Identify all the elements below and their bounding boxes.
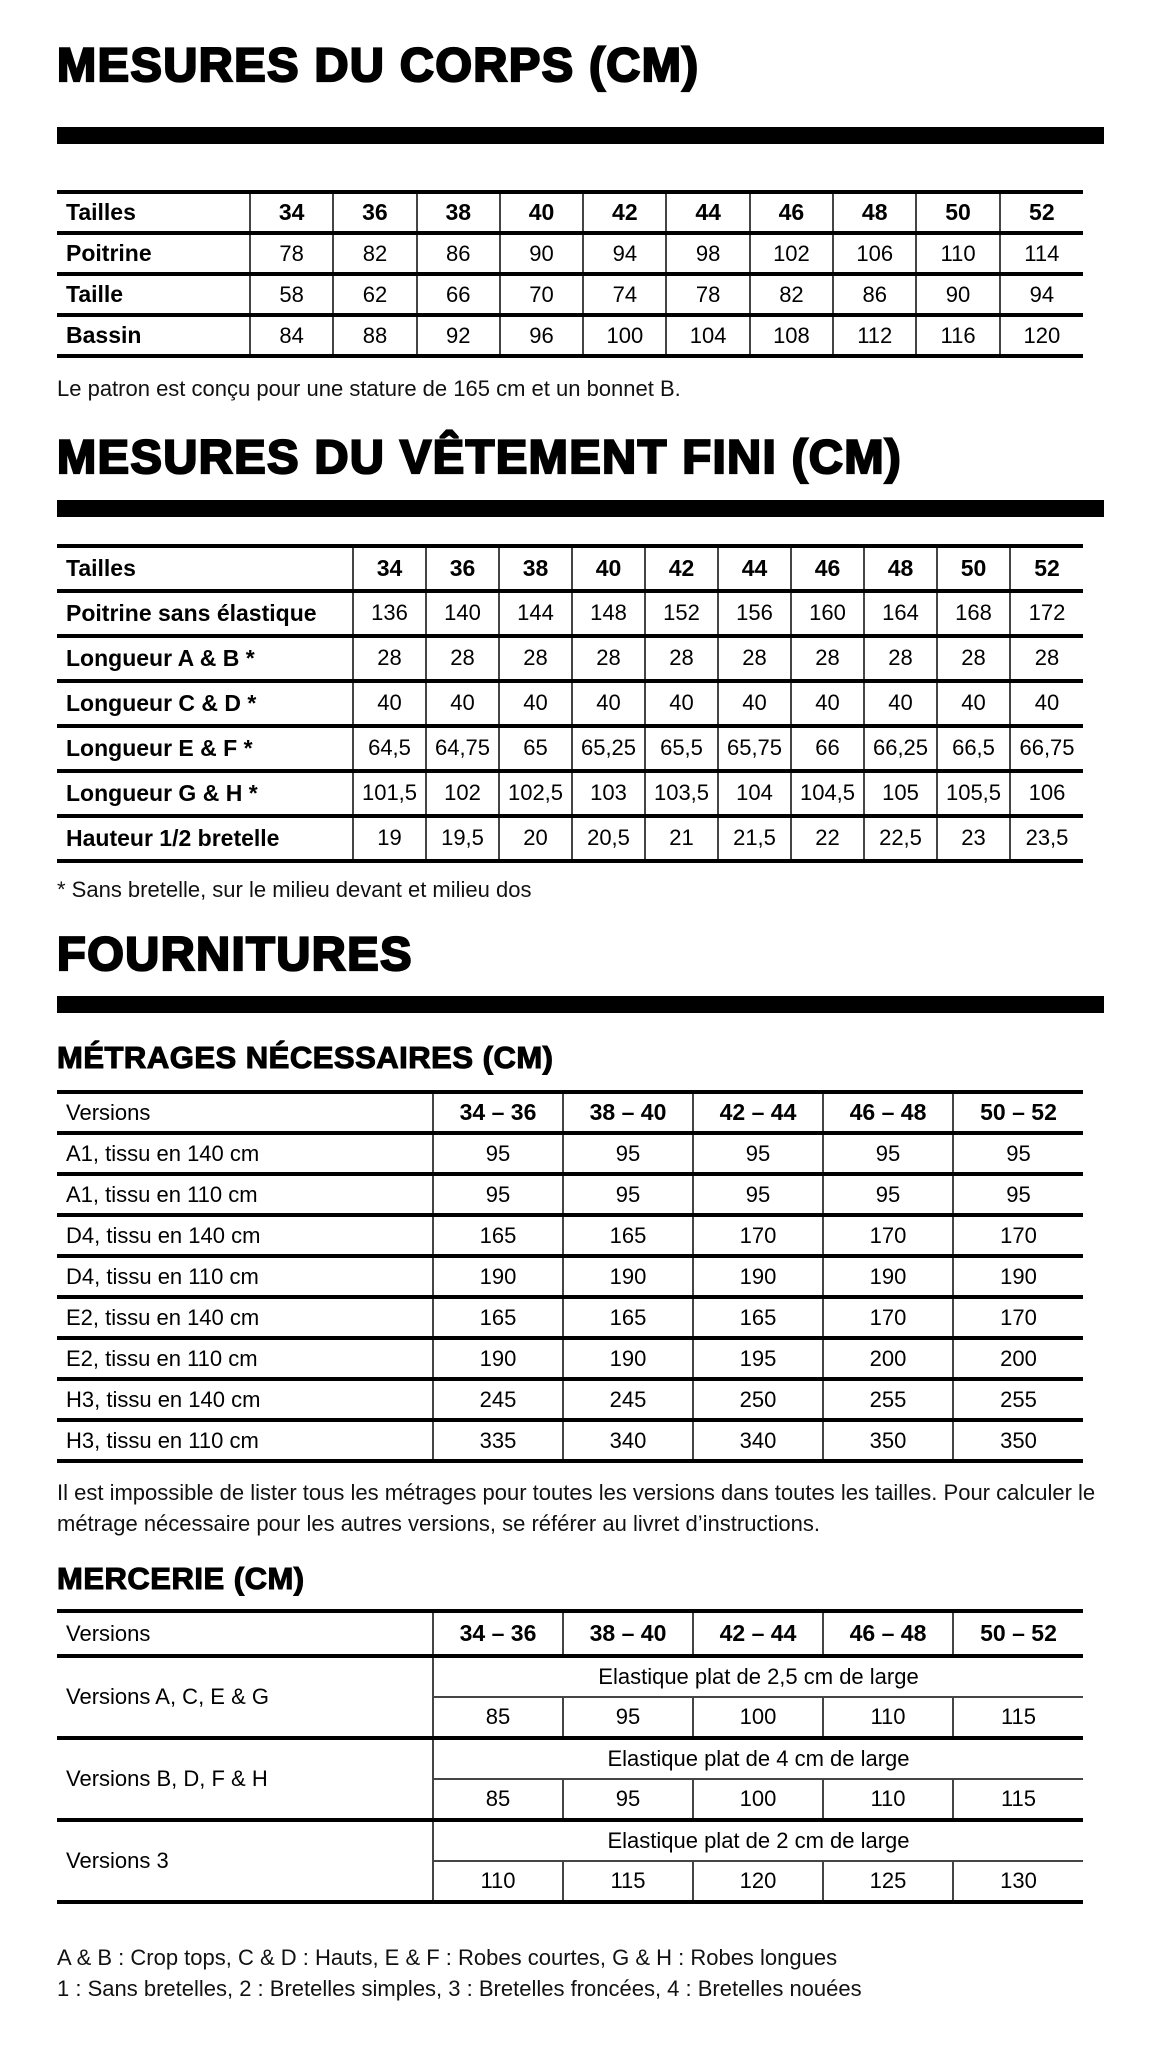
divider-bar (57, 996, 1104, 1013)
table-cell: 40 (499, 681, 572, 726)
table-cell: 172 (1010, 591, 1083, 636)
table-cell: 23 (937, 816, 1010, 861)
table-cell: 165 (563, 1215, 693, 1256)
table-cell: 190 (433, 1338, 563, 1379)
table-cell: 168 (937, 591, 1010, 636)
table-cell: 66 (791, 726, 864, 771)
size-range-header: 34 – 36 (433, 1611, 563, 1656)
size-range-header: 42 – 44 (693, 1611, 823, 1656)
table-cell: 335 (433, 1420, 563, 1461)
table-cell: 66,5 (937, 726, 1010, 771)
notions-table (57, 1609, 1083, 1904)
table-cell: 28 (718, 636, 791, 681)
table-cell: 28 (864, 636, 937, 681)
size-col-header: 44 (666, 192, 749, 233)
table-cell: 110 (433, 1861, 563, 1902)
row-label: D4, tissu en 110 cm (57, 1256, 433, 1297)
table-cell: 100 (583, 315, 666, 356)
table-cell: 82 (750, 274, 833, 315)
yardage-table (57, 1090, 1083, 1463)
table-cell: 103 (572, 771, 645, 816)
row-label: Longueur G & H * (57, 771, 353, 816)
table-cell: 66,75 (1010, 726, 1083, 771)
size-col-header: 46 (750, 192, 833, 233)
size-col-header: 48 (833, 192, 916, 233)
table-cell: 22 (791, 816, 864, 861)
table-cell: 120 (1000, 315, 1083, 356)
table-cell: 40 (791, 681, 864, 726)
table-cell: 102 (750, 233, 833, 274)
table-cell: 102 (426, 771, 499, 816)
table-cell: 95 (433, 1174, 563, 1215)
table-cell: 148 (572, 591, 645, 636)
table-cell: 250 (693, 1379, 823, 1420)
size-col-header: 48 (864, 546, 937, 591)
stature-note: Le patron est conçu pour une stature de 165 cm et un bonnet B. (57, 376, 681, 402)
table-cell: 170 (693, 1215, 823, 1256)
table-cell: 19,5 (426, 816, 499, 861)
corner-header: Versions (57, 1092, 433, 1133)
table-cell: 85 (433, 1779, 563, 1820)
yardage-note: Il est impossible de lister tous les métrages pour toutes les versions dans toutes les tailles. Pour calculer le métrage nécessaire pour les autres versions, se référer au livret d’instructions. (57, 1480, 1096, 1537)
table-cell: 114 (1000, 233, 1083, 274)
corner-header: Tailles (57, 546, 353, 591)
table-cell: 190 (433, 1256, 563, 1297)
size-range-header: 34 – 36 (433, 1092, 563, 1133)
table-cell: 21 (645, 816, 718, 861)
table-cell: 70 (500, 274, 583, 315)
table-cell: 164 (864, 591, 937, 636)
table-cell: 64,5 (353, 726, 426, 771)
table-cell: 350 (823, 1420, 953, 1461)
table-cell: 95 (563, 1697, 693, 1738)
table-cell: 195 (693, 1338, 823, 1379)
table-cell: 102,5 (499, 771, 572, 816)
table-cell: 165 (433, 1215, 563, 1256)
table-cell: 86 (417, 233, 500, 274)
size-col-header: 34 (353, 546, 426, 591)
table-cell: 95 (953, 1174, 1083, 1215)
size-col-header: 44 (718, 546, 791, 591)
row-label: Poitrine (57, 233, 250, 274)
table-cell: 100 (693, 1779, 823, 1820)
size-col-header: 42 (645, 546, 718, 591)
table-cell: 90 (916, 274, 999, 315)
table-cell: 65,75 (718, 726, 791, 771)
table-cell: 115 (953, 1779, 1083, 1820)
table-cell: 170 (953, 1297, 1083, 1338)
table-cell: 64,75 (426, 726, 499, 771)
table-cell: 82 (333, 233, 416, 274)
size-col-header: 40 (500, 192, 583, 233)
row-label: H3, tissu en 140 cm (57, 1379, 433, 1420)
row-label: D4, tissu en 140 cm (57, 1215, 433, 1256)
table-cell: 95 (693, 1174, 823, 1215)
divider-bar (57, 500, 1104, 517)
row-label: A1, tissu en 140 cm (57, 1133, 433, 1174)
table-cell: 104 (718, 771, 791, 816)
table-cell: 65,5 (645, 726, 718, 771)
table-cell: 112 (833, 315, 916, 356)
table-cell: 95 (823, 1174, 953, 1215)
table-cell: 245 (433, 1379, 563, 1420)
table-row (57, 591, 1083, 636)
table-cell: 115 (953, 1697, 1083, 1738)
elastic-spec: Elastique plat de 2,5 cm de large (433, 1656, 1083, 1697)
size-col-header: 40 (572, 546, 645, 591)
table-cell: 98 (666, 233, 749, 274)
table-cell: 103,5 (645, 771, 718, 816)
table-row (57, 816, 1083, 861)
table-cell: 95 (433, 1133, 563, 1174)
table-cell: 95 (953, 1133, 1083, 1174)
size-range-header: 50 – 52 (953, 1092, 1083, 1133)
table-row (57, 1297, 1083, 1338)
size-range-header: 46 – 48 (823, 1092, 953, 1133)
table-cell: 255 (823, 1379, 953, 1420)
table-cell: 20,5 (572, 816, 645, 861)
finished-garment-table (57, 544, 1083, 863)
row-label: Longueur C & D * (57, 681, 353, 726)
table-cell: 96 (500, 315, 583, 356)
table-cell: 40 (864, 681, 937, 726)
table-cell: 104 (666, 315, 749, 356)
table-cell: 95 (823, 1133, 953, 1174)
table-cell: 340 (693, 1420, 823, 1461)
table-row (57, 274, 1083, 315)
table-cell: 94 (1000, 274, 1083, 315)
table-cell: 65,25 (572, 726, 645, 771)
table-cell: 19 (353, 816, 426, 861)
table-header-row (57, 192, 1083, 233)
table-cell: 40 (937, 681, 1010, 726)
elastic-spec: Elastique plat de 2 cm de large (433, 1820, 1083, 1861)
table-cell: 28 (572, 636, 645, 681)
table-cell: 40 (1010, 681, 1083, 726)
table-cell: 255 (953, 1379, 1083, 1420)
table-cell: 40 (572, 681, 645, 726)
table-cell: 160 (791, 591, 864, 636)
subheading-notions: MERCERIE (CM) (57, 1561, 305, 1597)
table-cell: 40 (718, 681, 791, 726)
group-label: Versions A, C, E & G (57, 1656, 433, 1738)
table-cell: 170 (823, 1215, 953, 1256)
table-cell: 106 (833, 233, 916, 274)
size-range-header: 38 – 40 (563, 1092, 693, 1133)
body-measurements-table (57, 190, 1083, 358)
table-cell: 350 (953, 1420, 1083, 1461)
size-col-header: 42 (583, 192, 666, 233)
table-cell: 190 (823, 1256, 953, 1297)
table-cell: 28 (426, 636, 499, 681)
size-col-header: 38 (417, 192, 500, 233)
table-cell: 95 (693, 1133, 823, 1174)
row-label: Taille (57, 274, 250, 315)
row-label: E2, tissu en 140 cm (57, 1297, 433, 1338)
elastic-spec: Elastique plat de 4 cm de large (433, 1738, 1083, 1779)
table-cell: 100 (693, 1697, 823, 1738)
table-header-row (57, 1611, 1083, 1656)
row-label: Bassin (57, 315, 250, 356)
notions-group-row (57, 1656, 1083, 1697)
table-cell: 105 (864, 771, 937, 816)
table-cell: 95 (563, 1779, 693, 1820)
table-cell: 190 (563, 1256, 693, 1297)
divider-bar (57, 127, 1104, 144)
table-cell: 28 (937, 636, 1010, 681)
table-cell: 152 (645, 591, 718, 636)
table-cell: 66 (417, 274, 500, 315)
size-range-header: 50 – 52 (953, 1611, 1083, 1656)
table-header-row (57, 546, 1083, 591)
size-col-header: 52 (1000, 192, 1083, 233)
table-cell: 190 (563, 1338, 693, 1379)
table-row (57, 636, 1083, 681)
size-col-header: 34 (250, 192, 333, 233)
legend-straps: 1 : Sans bretelles, 2 : Bretelles simples, 3 : Bretelles froncées, 4 : Bretelles nouées (57, 1976, 862, 2002)
table-cell: 90 (500, 233, 583, 274)
table-cell: 95 (563, 1133, 693, 1174)
table-cell: 28 (645, 636, 718, 681)
row-label: Longueur E & F * (57, 726, 353, 771)
table-cell: 200 (953, 1338, 1083, 1379)
table-cell: 78 (666, 274, 749, 315)
size-col-header: 50 (916, 192, 999, 233)
table-row (57, 315, 1083, 356)
table-cell: 245 (563, 1379, 693, 1420)
table-row (57, 1379, 1083, 1420)
table-cell: 95 (563, 1174, 693, 1215)
table-cell: 136 (353, 591, 426, 636)
table-cell: 110 (823, 1779, 953, 1820)
strap-note: * Sans bretelle, sur le milieu devant et milieu dos (57, 876, 532, 902)
table-cell: 101,5 (353, 771, 426, 816)
group-label: Versions B, D, F & H (57, 1738, 433, 1820)
section-title-body-measurements: MESURES DU CORPS (CM) (57, 38, 700, 91)
table-cell: 165 (693, 1297, 823, 1338)
table-cell: 340 (563, 1420, 693, 1461)
table-cell: 110 (823, 1697, 953, 1738)
row-label: E2, tissu en 110 cm (57, 1338, 433, 1379)
row-label: Longueur A & B * (57, 636, 353, 681)
table-cell: 94 (583, 233, 666, 274)
table-header-row (57, 1092, 1083, 1133)
table-cell: 58 (250, 274, 333, 315)
group-label: Versions 3 (57, 1820, 433, 1902)
table-row (57, 1215, 1083, 1256)
table-cell: 88 (333, 315, 416, 356)
table-cell: 40 (353, 681, 426, 726)
table-cell: 116 (916, 315, 999, 356)
section-title-finished-garment: MESURES DU VÊTEMENT FINI (CM) (57, 430, 903, 484)
table-cell: 110 (916, 233, 999, 274)
row-label: Poitrine sans élastique (57, 591, 353, 636)
size-range-header: 46 – 48 (823, 1611, 953, 1656)
section-title-supplies: FOURNITURES (57, 926, 413, 980)
table-row (57, 233, 1083, 274)
row-label: Hauteur 1/2 bretelle (57, 816, 353, 861)
table-cell: 105,5 (937, 771, 1010, 816)
table-row (57, 771, 1083, 816)
table-cell: 130 (953, 1861, 1083, 1902)
notions-group-row (57, 1738, 1083, 1779)
table-cell: 140 (426, 591, 499, 636)
table-cell: 125 (823, 1861, 953, 1902)
table-cell: 144 (499, 591, 572, 636)
table-cell: 28 (791, 636, 864, 681)
table-cell: 85 (433, 1697, 563, 1738)
size-col-header: 36 (333, 192, 416, 233)
table-cell: 22,5 (864, 816, 937, 861)
row-label: A1, tissu en 110 cm (57, 1174, 433, 1215)
table-cell: 86 (833, 274, 916, 315)
row-label: H3, tissu en 110 cm (57, 1420, 433, 1461)
table-row (57, 726, 1083, 771)
size-col-header: 36 (426, 546, 499, 591)
table-cell: 21,5 (718, 816, 791, 861)
table-cell: 92 (417, 315, 500, 356)
table-row (57, 1338, 1083, 1379)
table-cell: 170 (953, 1215, 1083, 1256)
table-cell: 74 (583, 274, 666, 315)
table-cell: 65 (499, 726, 572, 771)
table-cell: 106 (1010, 771, 1083, 816)
table-cell: 156 (718, 591, 791, 636)
table-cell: 28 (499, 636, 572, 681)
table-cell: 23,5 (1010, 816, 1083, 861)
table-cell: 190 (693, 1256, 823, 1297)
table-cell: 40 (426, 681, 499, 726)
table-cell: 66,25 (864, 726, 937, 771)
table-row (57, 1256, 1083, 1297)
table-cell: 165 (433, 1297, 563, 1338)
table-cell: 200 (823, 1338, 953, 1379)
table-cell: 170 (823, 1297, 953, 1338)
size-col-header: 46 (791, 546, 864, 591)
table-cell: 165 (563, 1297, 693, 1338)
subheading-yardage: MÉTRAGES NÉCESSAIRES (CM) (57, 1040, 554, 1076)
table-row (57, 1420, 1083, 1461)
table-cell: 28 (353, 636, 426, 681)
size-range-header: 38 – 40 (563, 1611, 693, 1656)
legend-versions: A & B : Crop tops, C & D : Hauts, E & F : Robes courtes, G & H : Robes longues (57, 1945, 838, 1971)
table-cell: 190 (953, 1256, 1083, 1297)
size-col-header: 38 (499, 546, 572, 591)
table-cell: 28 (1010, 636, 1083, 681)
notions-group-row (57, 1820, 1083, 1861)
size-col-header: 50 (937, 546, 1010, 591)
table-cell: 115 (563, 1861, 693, 1902)
corner-header: Tailles (57, 192, 250, 233)
table-cell: 20 (499, 816, 572, 861)
size-range-header: 42 – 44 (693, 1092, 823, 1133)
table-row (57, 1174, 1083, 1215)
table-cell: 62 (333, 274, 416, 315)
table-cell: 84 (250, 315, 333, 356)
size-col-header: 52 (1010, 546, 1083, 591)
table-row (57, 1133, 1083, 1174)
table-cell: 108 (750, 315, 833, 356)
table-cell: 120 (693, 1861, 823, 1902)
corner-header: Versions (57, 1611, 433, 1656)
table-cell: 104,5 (791, 771, 864, 816)
table-cell: 40 (645, 681, 718, 726)
table-row (57, 681, 1083, 726)
table-cell: 78 (250, 233, 333, 274)
